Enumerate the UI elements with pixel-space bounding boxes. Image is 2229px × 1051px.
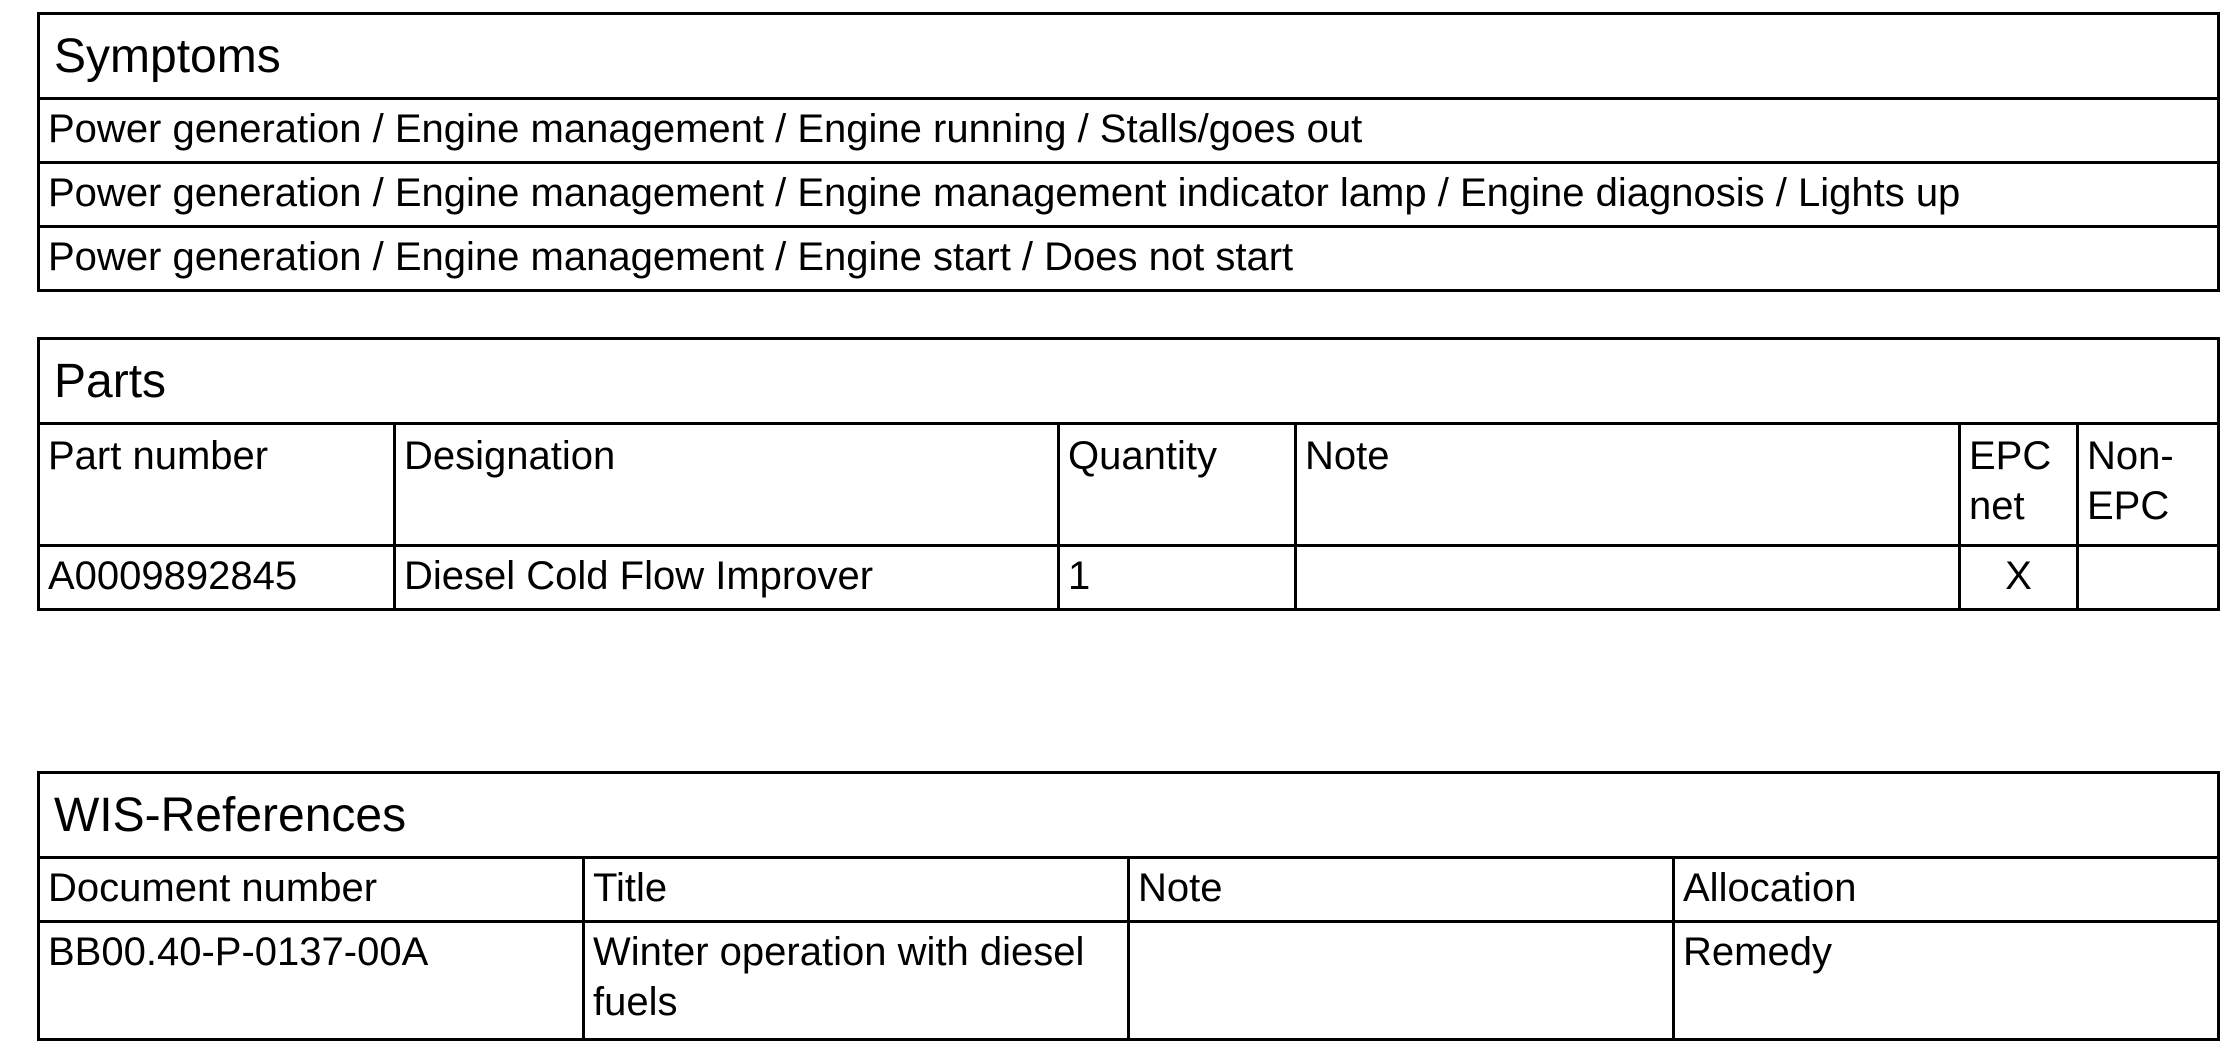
note-cell [1296, 546, 1960, 610]
symptom-row: Power generation / Engine management / Engine running / Stalls/goes out [39, 99, 2219, 163]
wis-references-title: WIS-References [39, 773, 2219, 858]
table-row [39, 922, 2219, 1040]
column-header-part-number: Part number [39, 424, 395, 546]
title-cell: Winter operation with diesel fuels [584, 922, 1129, 1040]
part-number-cell: A0009892845 [39, 546, 395, 610]
epc-net-cell: X [1960, 546, 2078, 610]
table-row [39, 546, 2219, 610]
parts-title: Parts [39, 339, 2219, 424]
column-header-designation: Designation [395, 424, 1059, 546]
column-header-epc-net: EPC net [1960, 424, 2078, 546]
designation-cell: Diesel Cold Flow Improver [395, 546, 1059, 610]
symptoms-title: Symptoms [39, 14, 2219, 99]
column-header-note: Note [1129, 858, 1674, 922]
symptom-row: Power generation / Engine management / Engine management indicator lamp / Engine diagnosis / Lights up [39, 163, 2219, 227]
symptoms-table [37, 12, 2220, 292]
parts-table [37, 337, 2220, 611]
allocation-cell: Remedy [1674, 922, 2219, 1040]
column-header-allocation: Allocation [1674, 858, 2219, 922]
note-cell [1129, 922, 1674, 1040]
symptom-row: Power generation / Engine management / Engine start / Does not start [39, 227, 2219, 291]
column-header-title: Title [584, 858, 1129, 922]
wis-references-table [37, 771, 2220, 1041]
column-header-quantity: Quantity [1059, 424, 1296, 546]
column-header-document-number: Document number [39, 858, 584, 922]
non-epc-cell [2078, 546, 2219, 610]
document-number-cell: BB00.40-P-0137-00A [39, 922, 584, 1040]
column-header-note: Note [1296, 424, 1960, 546]
quantity-cell: 1 [1059, 546, 1296, 610]
column-header-non-epc: Non-EPC [2078, 424, 2219, 546]
